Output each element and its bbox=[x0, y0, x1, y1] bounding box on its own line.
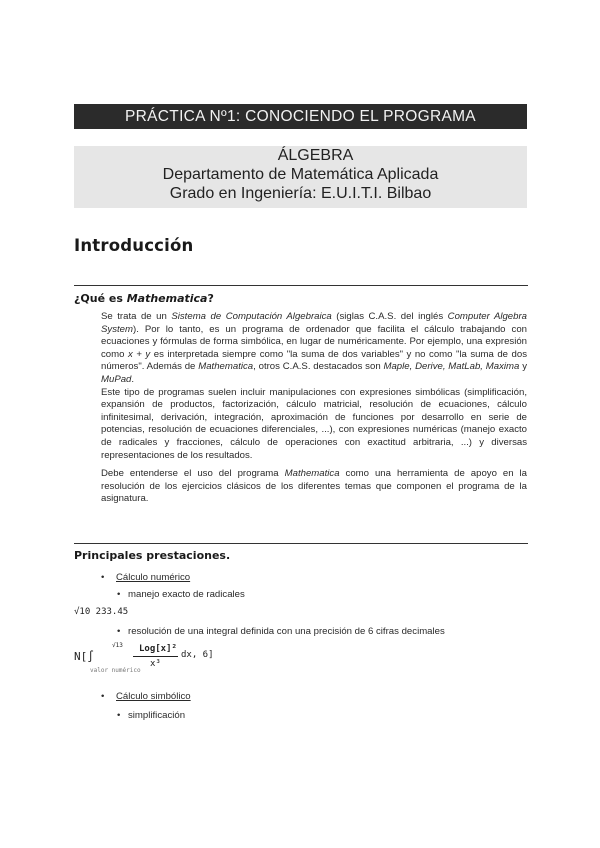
practice-title-banner bbox=[74, 104, 527, 129]
list-item-symbolic: • Cálculo simbólico bbox=[101, 691, 191, 702]
intro-heading: Introducción bbox=[74, 236, 194, 255]
subject-title: ÁLGEBRA bbox=[277, 147, 354, 164]
list-subitem: • resolución de una integral definida con una precisión de 6 cifras decimales bbox=[117, 626, 445, 637]
fraction-bar bbox=[133, 656, 178, 657]
text-run: x + y bbox=[127, 348, 151, 360]
text-run: . bbox=[131, 373, 135, 385]
divider bbox=[74, 285, 528, 286]
text-run: Mathematica bbox=[284, 468, 340, 480]
bullet-icon: • bbox=[117, 589, 121, 600]
text-run: (siglas C.A.S. del inglés bbox=[331, 311, 448, 322]
text-run: , otros C.A.S. destacados son bbox=[253, 361, 384, 373]
list-subitem: • simplificación bbox=[117, 710, 186, 721]
text-run: MuPad bbox=[101, 373, 132, 385]
section-what-is-body bbox=[101, 311, 527, 506]
section-heading-features: Principales prestaciones. bbox=[74, 549, 231, 562]
department-title: Departamento de Matemática Aplicada bbox=[162, 166, 439, 183]
text-run: ). Por lo tanto, es un programa de ordenador que facilita el cálculo trabajando con ecuaciones y fórmulas de forma simbólica, en lugar de numéricamente. Por ejemplo, una expresión como bbox=[101, 323, 527, 360]
text-run: como una herramienta de apoyo en la resolución de los ejercicios clásicos de los diferentes temas que componen el programa de la asignatura. bbox=[101, 468, 528, 505]
bullet-icon: • bbox=[117, 710, 121, 721]
course-header bbox=[74, 146, 527, 208]
text-run: Debe entenderse el uso del programa bbox=[101, 468, 285, 480]
practice-title: PRÁCTICA Nº1: CONOCIENDO EL PROGRAMA bbox=[125, 107, 476, 125]
text-run: Sistema de Computación Algebraica bbox=[171, 311, 332, 322]
text-run: y bbox=[519, 361, 527, 373]
bullet-icon: • bbox=[101, 572, 105, 583]
section-heading-what-is: ¿Qué es Mathematica? bbox=[74, 292, 214, 305]
code-sqrt-example: √10 233.45 bbox=[74, 607, 129, 617]
paragraph-cas-definition bbox=[101, 311, 527, 387]
divider bbox=[74, 543, 528, 544]
text-run: Se trata de un bbox=[101, 311, 172, 322]
text-run: Maple, Derive, MatLab, Maxima bbox=[383, 361, 520, 373]
paragraph-capabilities: Este tipo de programas suelen incluir manipulaciones con expresiones simbólicas (simplificación, expansión de productos, factorización, cálculo matricial, resolución de ecuaciones, cálculo infinitesimal, derivación, integración, aproximación de funciones por desarrollo en serie de potencias, resolución de ecuaciones diferenciales, ...), con expresiones numéricas (manejo exacto de radicales y fracciones, cálculo de operaciones con exactitud arbitraria, ...) y diversas representaciones de los resultados. bbox=[101, 386, 527, 461]
paragraph-usage bbox=[101, 468, 527, 506]
list-subitem: • manejo exacto de radicales bbox=[117, 589, 245, 600]
list-item-numeric: • Cálculo numérico bbox=[101, 572, 191, 583]
bullet-icon: • bbox=[101, 691, 105, 702]
bullet-icon: • bbox=[117, 626, 121, 637]
degree-title: Grado en Ingeniería: E.U.I.T.I. Bilbao bbox=[169, 185, 432, 202]
text-run: es interpretada siempre como "la suma de dos variables" y no como "la suma de dos números". Además de bbox=[101, 348, 528, 373]
text-run: Mathematica bbox=[198, 361, 254, 373]
text-run: Computer Algebra System bbox=[101, 311, 528, 335]
